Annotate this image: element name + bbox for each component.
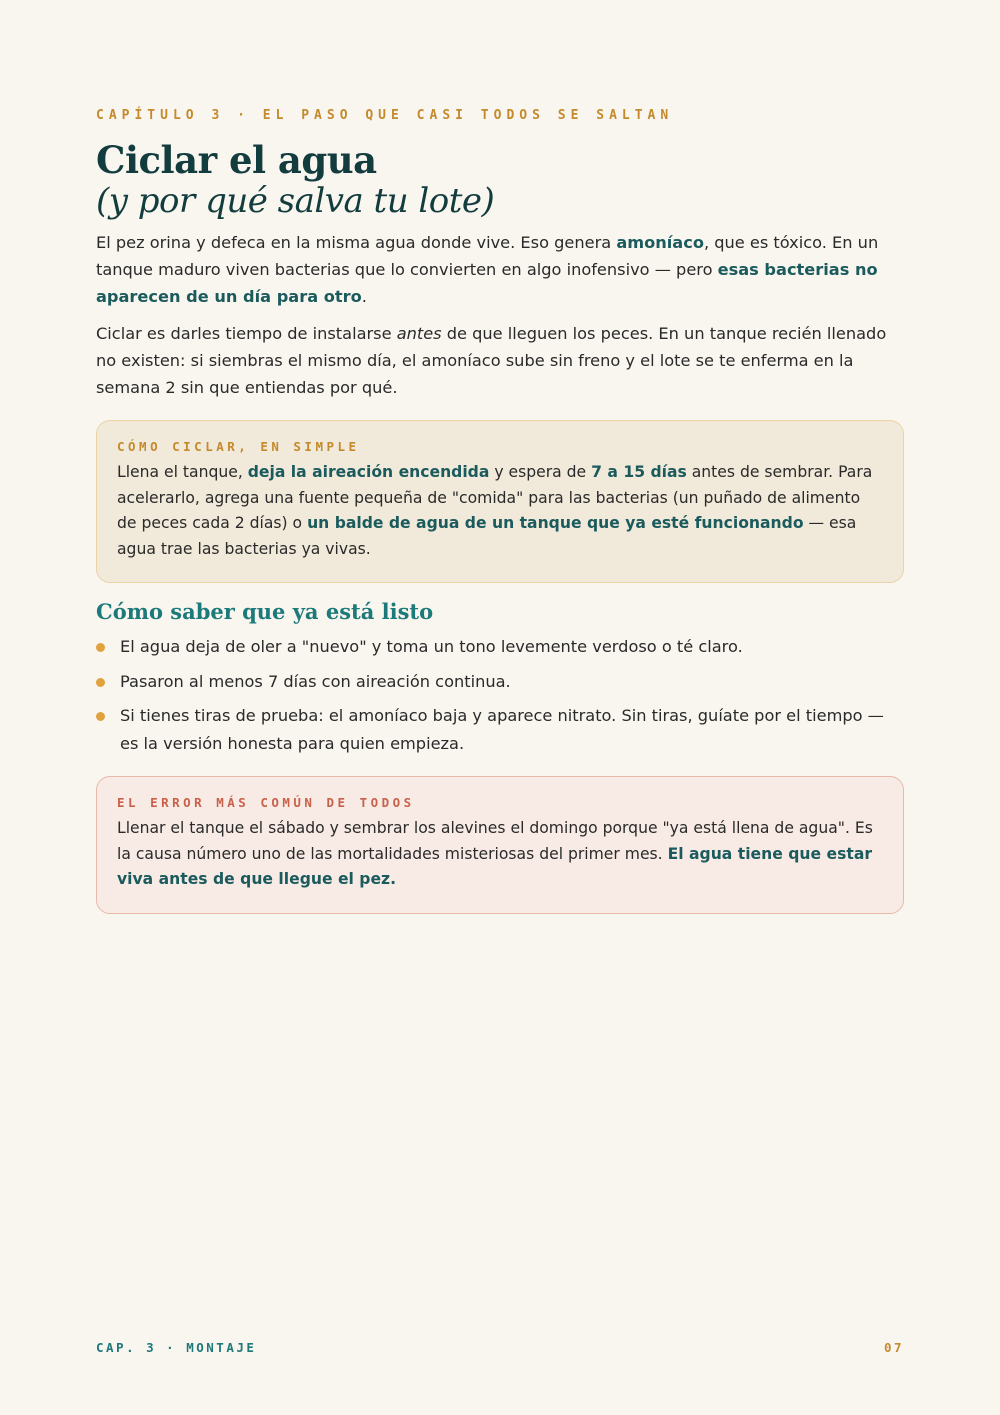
footer-page-number: 07	[883, 1340, 904, 1355]
tip-callout	[96, 420, 904, 583]
list-item	[96, 633, 904, 661]
footer-chapter-label: CAP. 3 · MONTAJE	[96, 1340, 257, 1355]
text-run: .	[361, 287, 367, 306]
intro-paragraph-1	[96, 229, 904, 310]
bullet-dot-icon	[96, 712, 105, 721]
list-item	[96, 702, 904, 757]
page-title: Ciclar el agua	[96, 138, 377, 182]
text-run: El pez orina y defeca en la misma agua donde vive. Eso genera	[96, 233, 617, 252]
warning-callout	[96, 776, 904, 914]
text-run: — esa agua trae las bacterias ya vivas.	[117, 514, 857, 558]
text-run: y espera de	[489, 463, 592, 481]
section-heading-ready: Cómo saber que ya está listo	[96, 599, 434, 624]
text-run: antes de sembrar. Para acelerarlo, agrega una fuente pequeña de "comida" para las bacterias (un puñado de alimento de peces cada 2 días) o	[117, 463, 873, 532]
intro-paragraph-2	[96, 320, 904, 401]
tip-callout-text	[117, 460, 883, 562]
warning-callout-text	[117, 816, 883, 893]
text-run: Llena el tanque,	[117, 463, 248, 481]
highlight-bacteria: esas bacterias no aparecen de un día para otro	[96, 260, 878, 306]
bullet-dot-icon	[96, 678, 105, 687]
warning-callout-title: EL ERROR MÁS COMÚN DE TODOS	[117, 795, 415, 810]
bullet-dot-icon	[96, 643, 105, 652]
ready-checklist	[96, 633, 904, 764]
highlight-water-alive: El agua tiene que estar viva antes de que llegue el pez.	[117, 844, 873, 888]
list-item-text: El agua deja de oler a "nuevo" y toma un tono levemente verdoso o té claro.	[120, 637, 743, 656]
text-run: de que lleguen los peces. En un tanque recién llenado no existen: si siembras el mismo día, el amoníaco sube sin freno y el lote se te enferma en la semana 2 sin que entiendas por qué.	[96, 324, 887, 397]
emphasis-antes: antes	[396, 324, 442, 343]
tip-callout-title: CÓMO CICLAR, EN SIMPLE	[117, 439, 360, 454]
list-item-text: Si tienes tiras de prueba: el amoníaco baja y aparece nitrato. Sin tiras, guíate por el tiempo — es la versión honesta para quien empieza.	[120, 706, 884, 753]
page-subtitle: (y por qué salva tu lote)	[96, 181, 495, 221]
highlight-ammonia: amoníaco	[616, 233, 704, 252]
highlight-days: 7 a 15 días	[591, 463, 687, 481]
list-item-text: Pasaron al menos 7 días con aireación continua.	[120, 671, 511, 691]
text-run: , que es tóxico. En un tanque maduro viven bacterias que lo convierten en algo inofensivo — pero	[96, 233, 879, 279]
text-run: Llenar el tanque el sábado y sembrar los alevines el domingo porque "ya está llena de agua". Es la causa número uno de las mortalidades misteriosas del primer mes.	[117, 819, 873, 863]
chapter-kicker: CAPÍTULO 3 · EL PASO QUE CASI TODOS SE SALTAN	[96, 108, 674, 123]
text-run: Ciclar es darles tiempo de instalarse	[96, 324, 397, 343]
list-item	[96, 668, 904, 696]
highlight-aeration: deja la aireación encendida	[247, 463, 490, 481]
highlight-bucket: un balde de agua de un tanque que ya esté funcionando	[307, 514, 804, 532]
